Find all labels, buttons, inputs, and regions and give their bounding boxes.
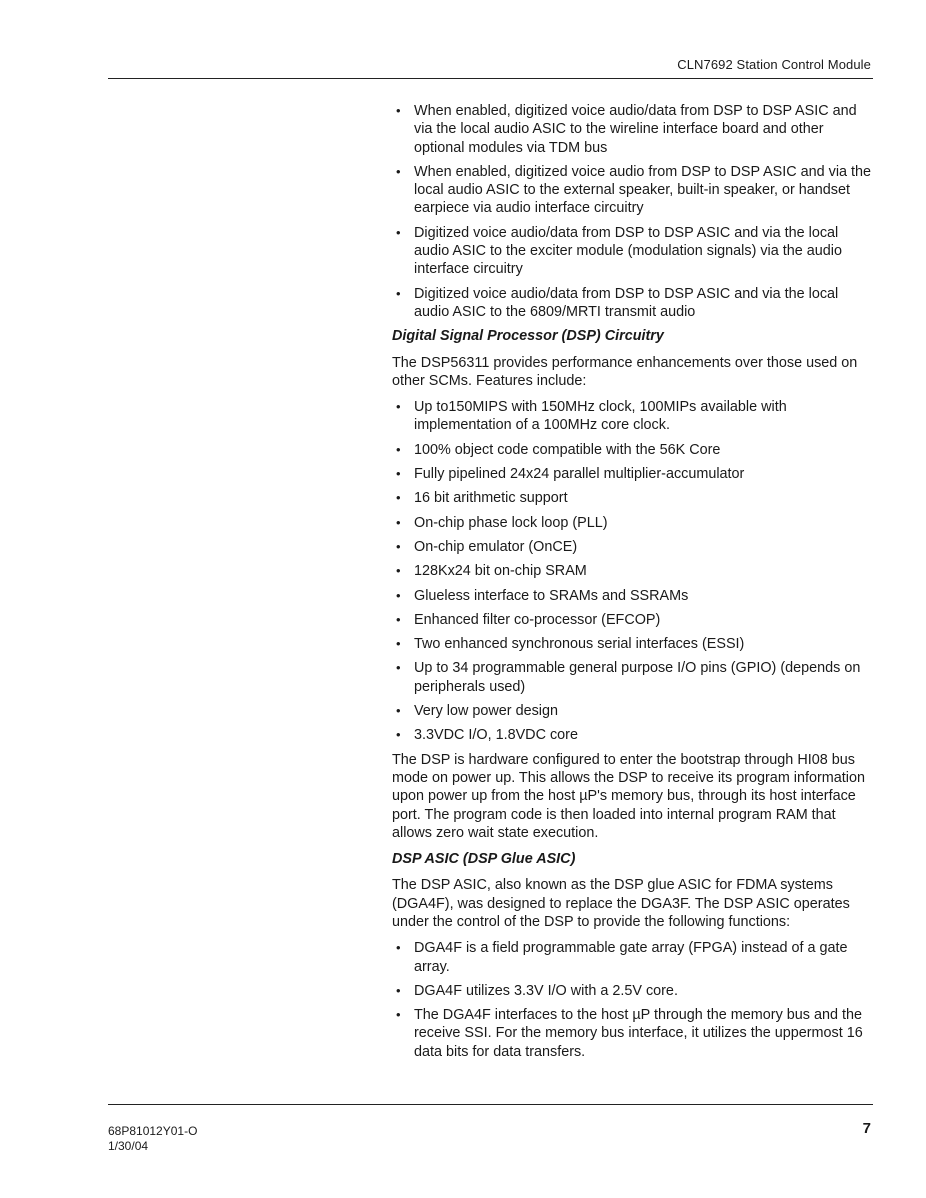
list-item: • Glueless interface to SRAMs and SSRAMs	[396, 587, 689, 604]
list-item: • 3.3VDC I/O, 1.8VDC core	[396, 727, 578, 744]
list-item: • Very low power design	[396, 703, 558, 720]
header-rule	[108, 78, 873, 79]
dsp-feature-list	[392, 398, 873, 744]
list-item: • Two enhanced synchronous serial interfaces (ESSI)	[396, 636, 745, 653]
list-item: • Enhanced filter co-processor (EFCOP)	[396, 611, 661, 628]
bullet-icon: •	[396, 587, 401, 603]
list-item: • Fully pipelined 24x24 parallel multiplier-accumulator	[396, 466, 745, 483]
bullet-icon: •	[396, 538, 401, 554]
dsp-intro-paragraph: The DSP56311 provides performance enhancements over those used on other SCMs. Features include:	[392, 354, 858, 389]
bullet-icon: •	[396, 940, 401, 956]
list-item: • When enabled, digitized voice audio from DSP to DSP ASIC and via the local audio ASIC to the external speaker, built-in speaker, or handset earpiece via audio interface circuitry	[396, 163, 872, 217]
list-item: • The DGA4F interfaces to the host µP through the memory bus and the receive SSI. For the memory bus interface, it utilizes the uppermost 16 data bits for data transfers.	[396, 1007, 863, 1060]
bullet-icon: •	[396, 163, 401, 179]
bullet-icon: •	[396, 611, 401, 627]
asic-section-heading: DSP ASIC (DSP Glue ASIC)	[392, 851, 576, 868]
list-item: • Digitized voice audio/data from DSP to DSP ASIC and via the local audio ASIC to the exciter module (modulation signals) via the audio interface circuitry	[396, 224, 842, 278]
bullet-icon: •	[396, 660, 401, 676]
doc-number: 68P81012Y01-O	[108, 1124, 198, 1138]
list-item: • DGA4F utilizes 3.3V I/O with a 2.5V core.	[396, 982, 678, 999]
bullet-icon: •	[396, 285, 401, 301]
list-item: • 16 bit arithmetic support	[396, 490, 568, 507]
doc-date: 1/30/04	[108, 1139, 149, 1153]
list-item: • Up to150MIPS with 150MHz clock, 100MIPs available with implementation of a 100MHz core clock.	[396, 399, 787, 434]
list-item: • Up to 34 programmable general purpose I/O pins (GPIO) (depends on peripherals used)	[396, 660, 861, 695]
bullet-icon: •	[396, 490, 401, 506]
bullet-icon: •	[396, 703, 401, 719]
page-body	[392, 102, 873, 1067]
bullet-icon: •	[396, 1007, 401, 1023]
bullet-icon: •	[396, 636, 401, 652]
footer-doc-info	[108, 1124, 197, 1154]
intro-bullet-list	[392, 102, 873, 321]
bullet-icon: •	[396, 441, 401, 457]
page-number: 7	[862, 1120, 871, 1137]
bullet-icon: •	[396, 514, 401, 530]
bullet-icon: •	[396, 982, 401, 998]
list-item: • 100% object code compatible with the 56K Core	[396, 441, 721, 458]
bullet-icon: •	[396, 103, 401, 118]
list-item: • On-chip emulator (OnCE)	[396, 538, 578, 555]
bullet-icon: •	[396, 224, 401, 240]
list-item: • Digitized voice audio/data from DSP to DSP ASIC and via the local audio ASIC to the 6809/MRTI transmit audio	[396, 285, 839, 320]
bullet-icon: •	[396, 466, 401, 482]
dsp-section-heading: Digital Signal Processor (DSP) Circuitry	[392, 328, 664, 345]
list-item: • DGA4F is a field programmable gate array (FPGA) instead of a gate array.	[396, 940, 848, 975]
list-item: • 128Kx24 bit on-chip SRAM	[396, 563, 587, 580]
bullet-icon: •	[396, 563, 401, 579]
bullet-icon: •	[396, 399, 401, 415]
running-header: CLN7692 Station Control Module	[677, 57, 871, 72]
bullet-icon: •	[396, 727, 401, 743]
dsp-body-paragraph: The DSP is hardware configured to enter the bootstrap through HI08 bus mode on power up. This allows the DSP to receive its program information upon power up from the host µP's memory bus, through its host interface port. The program code is then loaded into internal program RAM that allows zero wait state execution.	[392, 751, 865, 841]
list-item: • When enabled, digitized voice audio/data from DSP to DSP ASIC and via the local audio ASIC to the wireline interface board and other optional modules via TDM bus	[396, 103, 857, 156]
asic-intro-paragraph: The DSP ASIC, also known as the DSP glue ASIC for FDMA systems (DGA4F), was designed to replace the DGA3F. The DSP ASIC operates under the control of the DSP to provide the following functions:	[392, 877, 850, 930]
list-item: • On-chip phase lock loop (PLL)	[396, 514, 608, 531]
footer-rule	[108, 1104, 873, 1105]
asic-function-list	[392, 939, 873, 1061]
